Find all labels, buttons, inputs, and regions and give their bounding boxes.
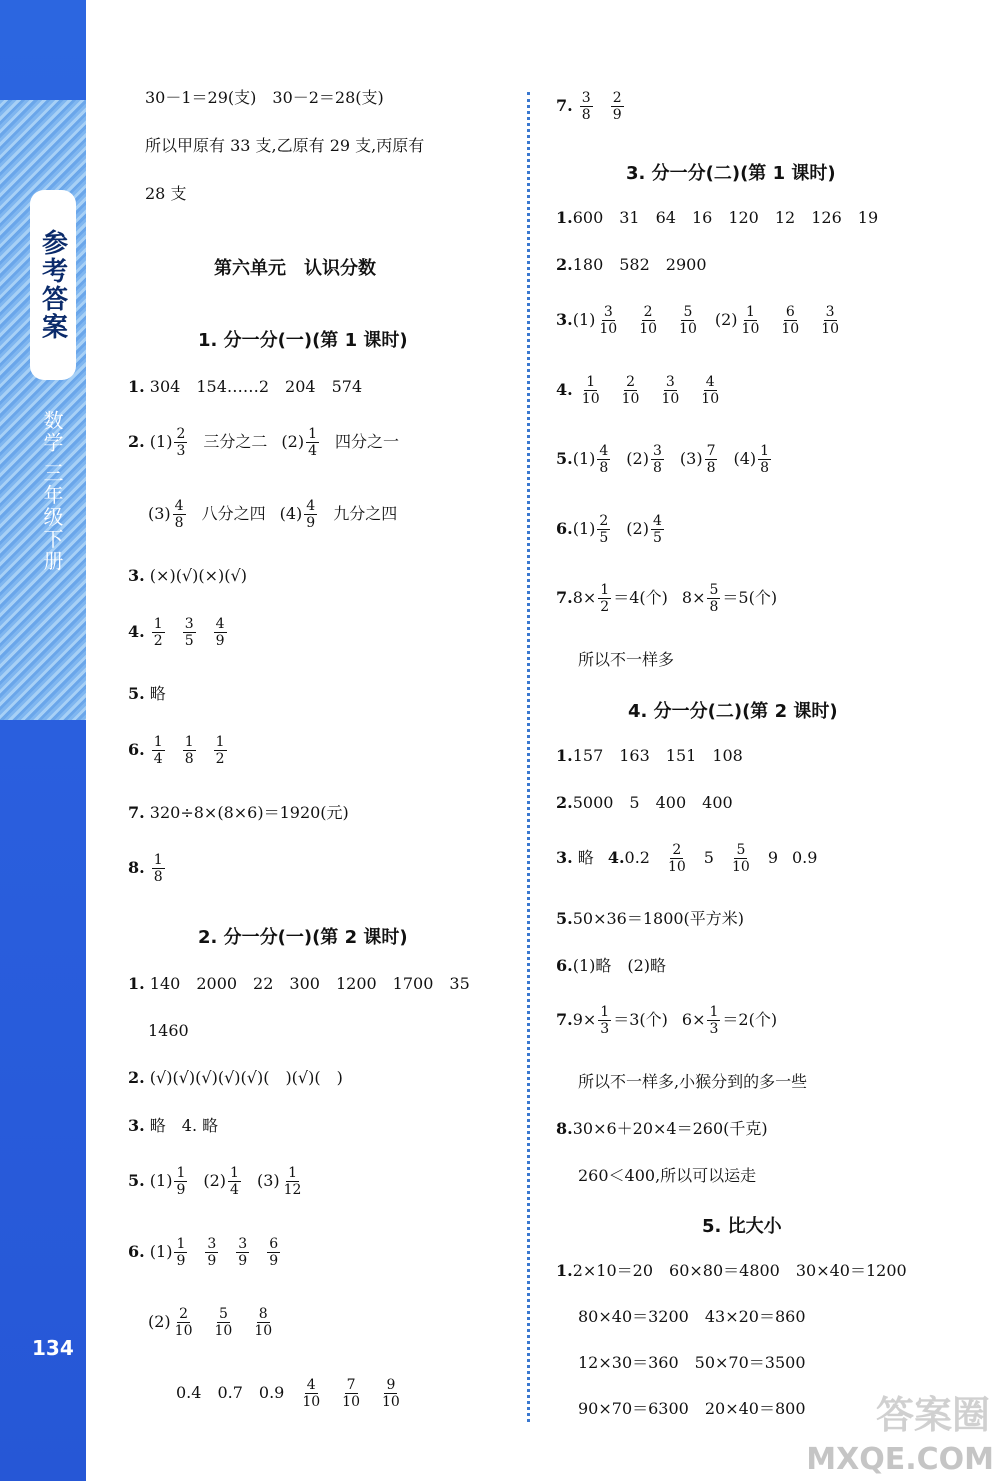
answer-line: 5. 略 (128, 684, 166, 703)
answer-line: 5. (1) $\frac{1}{9}$ (2) $\frac{1}{4}$ (3) $\frac{1}{12}$ (128, 1165, 302, 1198)
answer-tag-text: 参考答案 (37, 229, 68, 341)
answer-line: 90×70＝6300 20×40＝800 (578, 1399, 806, 1418)
section-title: 5. 比大小 (702, 1216, 782, 1237)
answer-line: 80×40＝3200 43×20＝860 (578, 1307, 806, 1326)
answer-line: (2) $\frac{2}{10}$ $\frac{5}{10}$ $\frac{8}{10}$ (148, 1306, 273, 1339)
answer-line: 4. $\frac{1}{2}$ $\frac{3}{5}$ $\frac{4}{9}$ (128, 616, 225, 649)
answer-line: 7. 320÷8×(8×6)＝1920(元) (128, 803, 349, 822)
answer-line: 0.4 0.7 0.9 $\frac{4}{10}$ $\frac{7}{10}$ $\frac{9}{10}$ (176, 1377, 400, 1410)
answer-line: 2. (√)(√)(√)(√)(√)( )(√)( ) (128, 1068, 343, 1087)
answer-line: 6.(1)略 (2)略 (556, 956, 667, 975)
answer-line: 260＜400,所以可以运走 (578, 1166, 757, 1185)
subject-label: 数学 三年级下册 (40, 410, 64, 573)
watermark-logo: 答案圈 (875, 1393, 990, 1437)
section-title: 1. 分一分(一)(第 1 课时) (198, 330, 408, 351)
column-divider (527, 92, 530, 1422)
answer-line: 6.(1) $\frac{2}{5}$ (2) $\frac{4}{5}$ (556, 513, 662, 546)
answer-line: 7. $\frac{3}{8}$ $\frac{2}{9}$ (556, 90, 622, 123)
unit-title: 第六单元 认识分数 (214, 258, 376, 279)
answer-line: 1. 140 2000 22 300 1200 1700 35 (128, 974, 470, 993)
answer-line: (3) $\frac{4}{8}$ 八分之四 (4) $\frac{4}{9}$ 九分之四 (148, 498, 398, 531)
section-title: 4. 分一分(二)(第 2 课时) (628, 701, 838, 722)
answer-line: 12×30＝360 50×70＝3500 (578, 1353, 806, 1372)
answer-line: 所以不一样多,小猴分到的多一些 (578, 1072, 808, 1091)
answer-line: 3.(1) $\frac{3}{10}$ $\frac{2}{10}$ $\frac{5}{10}$ (2) $\frac{1}{10}$ $\frac{6}{10}$ $\frac{3}{10}$ (556, 304, 840, 337)
section-title: 2. 分一分(一)(第 2 课时) (198, 927, 408, 948)
answer-line: 4. $\frac{1}{10}$ $\frac{2}{10}$ $\frac{3}{10}$ $\frac{4}{10}$ (556, 374, 720, 407)
line: 30－1＝29(支) 30－2＝28(支) (145, 88, 384, 107)
answer-line: 3. 略 4. 略 (128, 1116, 219, 1135)
line: 所以甲原有 33 支,乙原有 29 支,丙原有 (145, 136, 425, 155)
answer-line: 6. $\frac{1}{4}$ $\frac{1}{8}$ $\frac{1}{2}$ (128, 734, 225, 767)
answer-line: 2. (1) $\frac{2}{3}$ 三分之二 (2) $\frac{1}{4}$ 四分之一 (128, 426, 399, 459)
sidebar (0, 0, 86, 1481)
answer-line: 8.30×6＋20×4＝260(千克) (556, 1119, 768, 1138)
answer-line: 3. 略 4.0.2 $\frac{2}{10}$ 5 $\frac{5}{10}$ 9 0.9 (556, 842, 818, 875)
answer-line: 2.5000 5 400 400 (556, 793, 733, 812)
page-number: 134 (32, 1336, 74, 1360)
answer-line: 3. (×)(√)(×)(√) (128, 566, 247, 585)
answer-line: 1. 304 154……2 204 574 (128, 377, 363, 396)
answer-line: 5.(1) $\frac{4}{8}$ (2) $\frac{3}{8}$ (3) $\frac{7}{8}$ (4) $\frac{1}{8}$ (556, 443, 770, 476)
answer-line: 2.180 582 2900 (556, 255, 707, 274)
answer-line: 1.157 163 151 108 (556, 746, 743, 765)
line: 28 支 (145, 184, 187, 203)
answer-line: 8. $\frac{1}{8}$ (128, 852, 163, 885)
answer-line: 6. (1) $\frac{1}{9}$ $\frac{3}{9}$ $\frac{3}{9}$ $\frac{6}{9}$ (128, 1236, 279, 1269)
answer-line: 所以不一样多 (578, 650, 675, 669)
answer-line: 1.2×10＝20 60×80＝4800 30×40＝1200 (556, 1261, 907, 1280)
answer-tag (30, 190, 76, 380)
answer-line: 5.50×36＝1800(平方米) (556, 909, 745, 928)
answer-line: 7.8× $\frac{1}{2}$ ＝4(个) 8× $\frac{5}{8}$ ＝5(个) (556, 582, 778, 615)
answer-line: 1.600 31 64 16 120 12 126 19 (556, 208, 879, 227)
answer-line: 7.9× $\frac{1}{3}$ ＝3(个) 6× $\frac{1}{3}$ ＝2(个) (556, 1004, 778, 1037)
watermark-url: MXQE.COM (806, 1442, 994, 1477)
answer-line: 1460 (148, 1021, 189, 1040)
section-title: 3. 分一分(二)(第 1 课时) (626, 163, 836, 184)
